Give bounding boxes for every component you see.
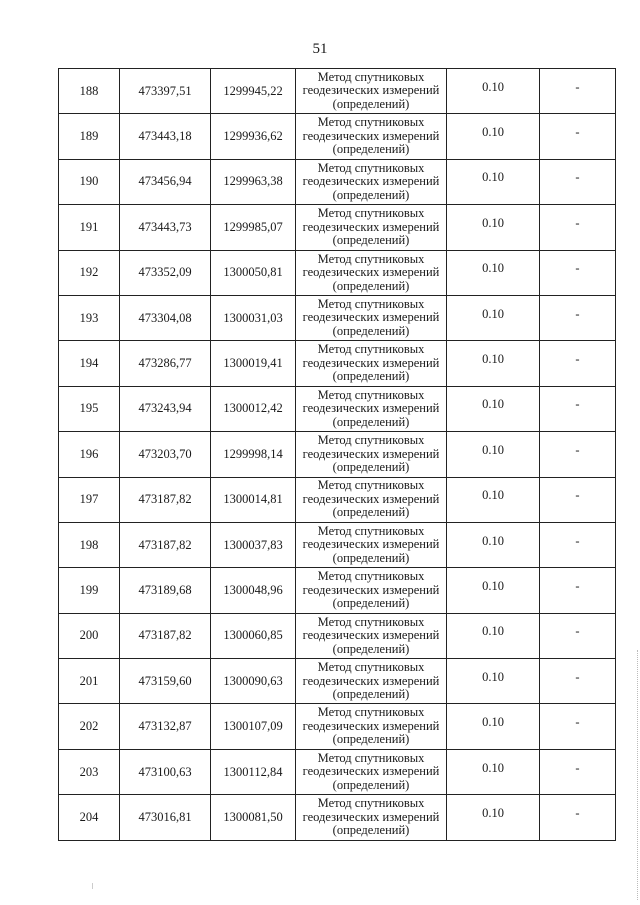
accuracy-value: 0.10 <box>482 805 504 820</box>
table-row <box>59 749 616 794</box>
point-number-cell: 194 <box>59 341 120 386</box>
method-line: (определений) <box>332 278 410 293</box>
method-line: Метод спутниковых <box>317 251 425 266</box>
method-line: геодезических измерений <box>302 718 440 733</box>
coordinate-x-cell: 473187,82 <box>120 477 211 522</box>
method-line: Метод спутниковых <box>317 660 425 675</box>
accuracy-cell <box>447 159 540 204</box>
accuracy-cell <box>447 568 540 613</box>
accuracy-cell <box>447 341 540 386</box>
coordinate-x-cell: 473304,08 <box>120 295 211 340</box>
method-cell <box>296 568 447 613</box>
scan-corner-mark <box>92 883 93 889</box>
method-cell <box>296 432 447 477</box>
method-line: Метод спутниковых <box>317 296 425 311</box>
table-row <box>59 69 616 114</box>
point-number-cell: 197 <box>59 477 120 522</box>
other-cell <box>540 659 616 704</box>
method-cell <box>296 341 447 386</box>
coordinate-y-cell: 1299985,07 <box>211 205 296 250</box>
point-number-cell: 190 <box>59 159 120 204</box>
method-line: геодезических измерений <box>302 673 440 688</box>
other-cell <box>540 341 616 386</box>
method-line: геодезических измерений <box>302 219 440 234</box>
coordinate-y-cell: 1299936,62 <box>211 114 296 159</box>
table-row <box>59 159 616 204</box>
other-value: - <box>575 306 580 321</box>
other-value: - <box>575 170 580 185</box>
accuracy-value: 0.10 <box>482 215 504 230</box>
accuracy-value: 0.10 <box>482 578 504 593</box>
other-cell <box>540 205 616 250</box>
coordinate-x-cell: 473443,18 <box>120 114 211 159</box>
method-line: (определений) <box>332 505 410 520</box>
method-line: (определений) <box>332 96 410 111</box>
coordinate-x-cell: 473397,51 <box>120 69 211 114</box>
method-line: геодезических измерений <box>302 764 440 779</box>
point-number-cell: 200 <box>59 613 120 658</box>
method-line: геодезических измерений <box>302 491 440 506</box>
method-line: Метод спутниковых <box>317 160 425 175</box>
method-cell <box>296 704 447 749</box>
other-value: - <box>575 760 580 775</box>
method-line: (определений) <box>332 414 410 429</box>
coordinate-y-cell: 1299998,14 <box>211 432 296 477</box>
coordinate-y-cell: 1300060,85 <box>211 613 296 658</box>
point-number-cell: 193 <box>59 295 120 340</box>
table-row <box>59 386 616 431</box>
table-row <box>59 250 616 295</box>
accuracy-value: 0.10 <box>482 442 504 457</box>
method-cell <box>296 749 447 794</box>
method-line: геодезических измерений <box>302 537 440 552</box>
method-cell <box>296 114 447 159</box>
method-line: геодезических измерений <box>302 582 440 597</box>
method-line: Метод спутниковых <box>317 796 425 811</box>
accuracy-value: 0.10 <box>482 306 504 321</box>
method-line: (определений) <box>332 732 410 747</box>
coordinate-y-cell: 1300031,03 <box>211 295 296 340</box>
coordinate-x-cell: 473243,94 <box>120 386 211 431</box>
accuracy-cell <box>447 432 540 477</box>
method-line: (определений) <box>332 323 410 338</box>
accuracy-cell <box>447 114 540 159</box>
accuracy-cell <box>447 69 540 114</box>
method-line: (определений) <box>332 596 410 611</box>
other-cell <box>540 704 616 749</box>
accuracy-value: 0.10 <box>482 125 504 140</box>
accuracy-cell <box>447 795 540 840</box>
coordinate-y-cell: 1299945,22 <box>211 69 296 114</box>
method-line: (определений) <box>332 187 410 202</box>
accuracy-value: 0.10 <box>482 261 504 276</box>
accuracy-cell <box>447 522 540 567</box>
accuracy-value: 0.10 <box>482 760 504 775</box>
point-number-cell: 191 <box>59 205 120 250</box>
method-line: геодезических измерений <box>302 174 440 189</box>
other-cell <box>540 69 616 114</box>
method-line: Метод спутниковых <box>317 569 425 584</box>
other-cell <box>540 568 616 613</box>
table-row <box>59 522 616 567</box>
other-cell <box>540 159 616 204</box>
coordinate-x-cell: 473159,60 <box>120 659 211 704</box>
method-cell <box>296 250 447 295</box>
other-cell <box>540 250 616 295</box>
accuracy-cell <box>447 613 540 658</box>
other-value: - <box>575 624 580 639</box>
method-line: (определений) <box>332 142 410 157</box>
method-cell <box>296 205 447 250</box>
method-line: геодезических измерений <box>302 809 440 824</box>
other-value: - <box>575 715 580 730</box>
method-line: геодезических измерений <box>302 128 440 143</box>
table-row <box>59 205 616 250</box>
coordinate-x-cell: 473286,77 <box>120 341 211 386</box>
other-value: - <box>575 352 580 367</box>
accuracy-value: 0.10 <box>482 79 504 94</box>
coordinate-x-cell: 473203,70 <box>120 432 211 477</box>
method-line: геодезических измерений <box>302 401 440 416</box>
accuracy-cell <box>447 205 540 250</box>
method-cell <box>296 159 447 204</box>
coordinate-y-cell: 1300112,84 <box>211 749 296 794</box>
other-value: - <box>575 442 580 457</box>
method-cell <box>296 386 447 431</box>
accuracy-value: 0.10 <box>482 352 504 367</box>
method-line: Метод спутниковых <box>317 614 425 629</box>
coordinate-y-cell: 1300048,96 <box>211 568 296 613</box>
coordinate-x-cell: 473189,68 <box>120 568 211 613</box>
table-row <box>59 613 616 658</box>
method-line: Метод спутниковых <box>317 342 425 357</box>
method-line: (определений) <box>332 233 410 248</box>
coordinate-y-cell: 1300014,81 <box>211 477 296 522</box>
other-value: - <box>575 125 580 140</box>
method-cell <box>296 522 447 567</box>
method-cell <box>296 613 447 658</box>
point-number-cell: 195 <box>59 386 120 431</box>
point-number-cell: 203 <box>59 749 120 794</box>
coordinate-y-cell: 1300050,81 <box>211 250 296 295</box>
method-line: Метод спутниковых <box>317 478 425 493</box>
table-row <box>59 432 616 477</box>
method-line: Метод спутниковых <box>317 433 425 448</box>
method-line: геодезических измерений <box>302 446 440 461</box>
scan-edge-mark <box>634 650 638 900</box>
other-value: - <box>575 397 580 412</box>
method-cell <box>296 659 447 704</box>
other-cell <box>540 477 616 522</box>
method-line: (определений) <box>332 460 410 475</box>
point-number-cell: 196 <box>59 432 120 477</box>
coordinates-table <box>58 68 616 841</box>
accuracy-value: 0.10 <box>482 715 504 730</box>
method-line: (определений) <box>332 777 410 792</box>
point-number-cell: 199 <box>59 568 120 613</box>
method-line: Метод спутниковых <box>317 705 425 720</box>
point-number-cell: 204 <box>59 795 120 840</box>
coordinate-x-cell: 473016,81 <box>120 795 211 840</box>
method-line: геодезических измерений <box>302 628 440 643</box>
coordinate-x-cell: 473443,73 <box>120 205 211 250</box>
other-cell <box>540 749 616 794</box>
method-line: Метод спутниковых <box>317 69 425 84</box>
coordinate-x-cell: 473100,63 <box>120 749 211 794</box>
accuracy-cell <box>447 386 540 431</box>
table-row <box>59 659 616 704</box>
accuracy-value: 0.10 <box>482 488 504 503</box>
table-row <box>59 704 616 749</box>
coordinate-y-cell: 1300037,83 <box>211 522 296 567</box>
page-number: 51 <box>312 41 328 57</box>
table-row <box>59 477 616 522</box>
method-line: геодезических измерений <box>302 310 440 325</box>
other-cell <box>540 386 616 431</box>
method-line: Метод спутниковых <box>317 387 425 402</box>
coordinate-x-cell: 473352,09 <box>120 250 211 295</box>
accuracy-value: 0.10 <box>482 397 504 412</box>
point-number-cell: 189 <box>59 114 120 159</box>
other-value: - <box>575 578 580 593</box>
method-cell <box>296 295 447 340</box>
coordinate-y-cell: 1300081,50 <box>211 795 296 840</box>
other-value: - <box>575 215 580 230</box>
accuracy-value: 0.10 <box>482 624 504 639</box>
accuracy-cell <box>447 295 540 340</box>
accuracy-cell <box>447 749 540 794</box>
other-value: - <box>575 261 580 276</box>
method-line: геодезических измерений <box>302 83 440 98</box>
method-line: (определений) <box>332 641 410 656</box>
coordinate-x-cell: 473187,82 <box>120 522 211 567</box>
method-line: Метод спутниковых <box>317 206 425 221</box>
method-cell <box>296 69 447 114</box>
point-number-cell: 198 <box>59 522 120 567</box>
other-cell <box>540 795 616 840</box>
table-row <box>59 114 616 159</box>
coordinate-y-cell: 1299963,38 <box>211 159 296 204</box>
point-number-cell: 202 <box>59 704 120 749</box>
coordinate-y-cell: 1300012,42 <box>211 386 296 431</box>
coordinate-y-cell: 1300019,41 <box>211 341 296 386</box>
other-value: - <box>575 79 580 94</box>
accuracy-value: 0.10 <box>482 170 504 185</box>
other-value: - <box>575 669 580 684</box>
table-row <box>59 341 616 386</box>
method-line: (определений) <box>332 823 410 838</box>
other-cell <box>540 522 616 567</box>
other-value: - <box>575 805 580 820</box>
other-value: - <box>575 533 580 548</box>
method-line: (определений) <box>332 687 410 702</box>
accuracy-value: 0.10 <box>482 533 504 548</box>
accuracy-cell <box>447 659 540 704</box>
method-line: геодезических измерений <box>302 265 440 279</box>
coordinate-y-cell: 1300107,09 <box>211 704 296 749</box>
other-cell <box>540 613 616 658</box>
other-cell <box>540 432 616 477</box>
coordinate-x-cell: 473187,82 <box>120 613 211 658</box>
other-value: - <box>575 488 580 503</box>
accuracy-cell <box>447 250 540 295</box>
accuracy-value: 0.10 <box>482 669 504 684</box>
point-number-cell: 188 <box>59 69 120 114</box>
method-line: Метод спутниковых <box>317 523 425 538</box>
point-number-cell: 201 <box>59 659 120 704</box>
method-line: Метод спутниковых <box>317 115 425 130</box>
coordinates-table-body <box>59 69 616 841</box>
other-cell <box>540 114 616 159</box>
table-row <box>59 568 616 613</box>
table-row <box>59 795 616 840</box>
table-row <box>59 295 616 340</box>
accuracy-cell <box>447 704 540 749</box>
accuracy-cell <box>447 477 540 522</box>
method-line: Метод спутниковых <box>317 750 425 765</box>
other-cell <box>540 295 616 340</box>
method-cell <box>296 477 447 522</box>
coordinate-x-cell: 473132,87 <box>120 704 211 749</box>
point-number-cell: 192 <box>59 250 120 295</box>
method-cell <box>296 795 447 840</box>
coordinate-x-cell: 473456,94 <box>120 159 211 204</box>
method-line: (определений) <box>332 550 410 565</box>
coordinate-y-cell: 1300090,63 <box>211 659 296 704</box>
method-line: геодезических измерений <box>302 355 440 370</box>
method-line: (определений) <box>332 369 410 384</box>
